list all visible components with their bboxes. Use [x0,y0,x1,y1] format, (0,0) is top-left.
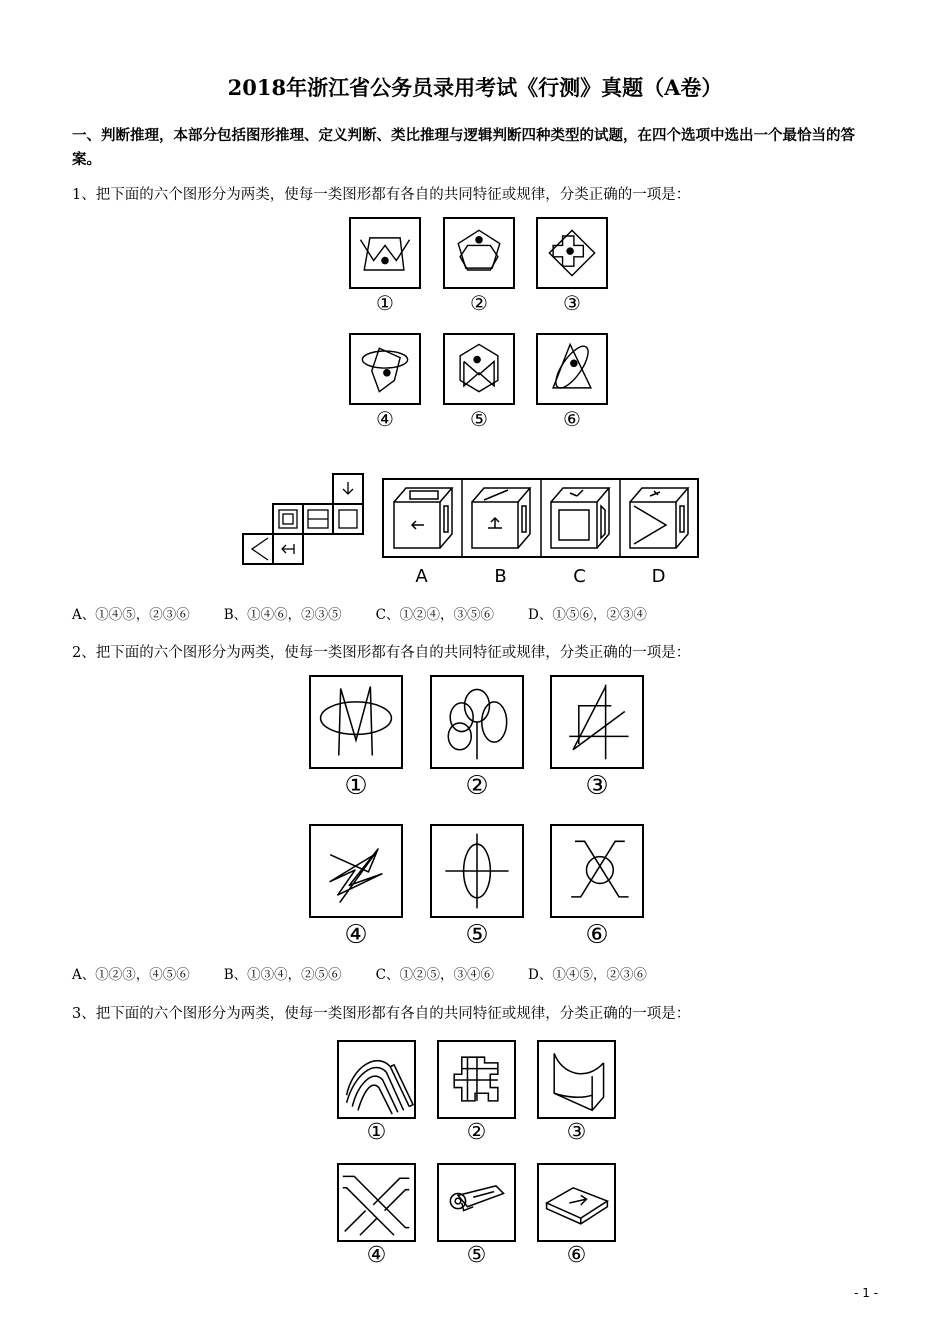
q3-label-3: ③ [566,1120,587,1145]
q1-figure-1-drawing [351,219,419,287]
q2-option-b[interactable]: B、①③④，②⑤⑥ [223,967,342,983]
q2-figure-5-drawing [432,826,522,916]
q3-label-5: ⑤ [466,1243,487,1268]
q1-label-1: ① [376,291,394,315]
q3-figure-1 [337,1040,416,1119]
page-number: - 1 - [854,1286,878,1300]
q1-cube-label-d: D [651,566,666,587]
section-heading: 一、判断推理，本部分包括图形推理、定义判断、类比推理与逻辑判断四种类型的试题，在四个选项中选出一个最恰当的答案。 [72,127,855,168]
q3-label-2: ② [466,1120,487,1145]
q2-label-4: ④ [344,920,368,950]
q2-label-5: ⑤ [465,920,489,950]
q3-figure-4-drawing [339,1165,414,1240]
q3-figure-3-drawing [539,1042,614,1117]
q1-option-c[interactable]: C、①②④，③⑤⑥ [375,607,495,623]
q1-options [72,603,681,623]
q1-option-d[interactable]: D、①⑤⑥，②③④ [528,607,647,623]
page-title: 2018年浙江省公务员录用考试《行测》真题（A卷） [227,75,723,100]
q1-figure-3-drawing [538,219,606,287]
q2-figure-3-drawing [552,677,642,767]
q2-figure-6 [550,824,644,918]
q2-figure-1-drawing [311,677,401,767]
q1-figure-5 [443,333,515,405]
q2-figure-2-drawing [432,677,522,767]
q3-label-4: ④ [366,1243,387,1268]
q1-label-3: ③ [563,291,581,315]
q1-figure-2 [443,217,515,289]
q3-figure-5-drawing [439,1165,514,1240]
q1-figure-5-drawing [445,335,513,403]
q1-figure-4-drawing [351,335,419,403]
q1-figure-3 [536,217,608,289]
q2-option-c[interactable]: C、①②⑤，③④⑥ [375,967,495,983]
q2-figure-6-drawing [552,826,642,916]
q3-label-6: ⑥ [566,1243,587,1268]
question-1-stem: 1、把下面的六个图形分为两类，使每一类图形都有各自的共同特征或规律，分类正确的一项是： [72,187,691,203]
q1-figure-2-drawing [445,219,513,287]
q1-cube-label-a: A [415,566,428,587]
question-2-stem: 2、把下面的六个图形分为两类，使每一类图形都有各自的共同特征或规律，分类正确的一项是： [72,645,691,661]
q1-cube-options [382,478,699,558]
q3-figure-6-drawing [539,1165,614,1240]
q1-cube-net [240,470,370,570]
q2-figure-1 [309,675,403,769]
q2-figure-3 [550,675,644,769]
question-3-stem: 3、把下面的六个图形分为两类，使每一类图形都有各自的共同特征或规律，分类正确的一项是： [72,1006,691,1022]
q2-label-3: ③ [585,771,609,801]
q2-label-6: ⑥ [585,920,609,950]
q3-figure-6 [537,1163,616,1242]
q2-options [72,963,681,983]
q3-figure-2 [437,1040,516,1119]
q1-figure-6-drawing [538,335,606,403]
q2-option-a[interactable]: A、①②③，④⑤⑥ [72,967,190,983]
q1-option-b[interactable]: B、①④⑥，②③⑤ [223,607,342,623]
q1-label-2: ② [470,291,488,315]
q3-figure-2-drawing [439,1042,514,1117]
q1-label-5: ⑤ [470,407,488,431]
q3-label-1: ① [366,1120,387,1145]
q1-cube-options-drawing [384,480,697,556]
q2-figure-2 [430,675,524,769]
q3-figure-1-drawing [339,1042,414,1117]
q1-figure-6 [536,333,608,405]
q1-figure-4 [349,333,421,405]
q1-cube-label-c: C [573,566,586,587]
q1-label-4: ④ [376,407,394,431]
q2-figure-4 [309,824,403,918]
q2-option-d[interactable]: D、①④⑤，②③⑥ [528,967,647,983]
q1-cube-label-b: B [494,566,507,587]
q1-figure-1 [349,217,421,289]
q3-figure-5 [437,1163,516,1242]
q2-figure-4-drawing [311,826,401,916]
q3-figure-4 [337,1163,416,1242]
q1-label-6: ⑥ [563,407,581,431]
q2-figure-5 [430,824,524,918]
q2-label-1: ① [344,771,368,801]
q3-figure-3 [537,1040,616,1119]
q2-label-2: ② [465,771,489,801]
q1-option-a[interactable]: A、①④⑤，②③⑥ [72,607,190,623]
